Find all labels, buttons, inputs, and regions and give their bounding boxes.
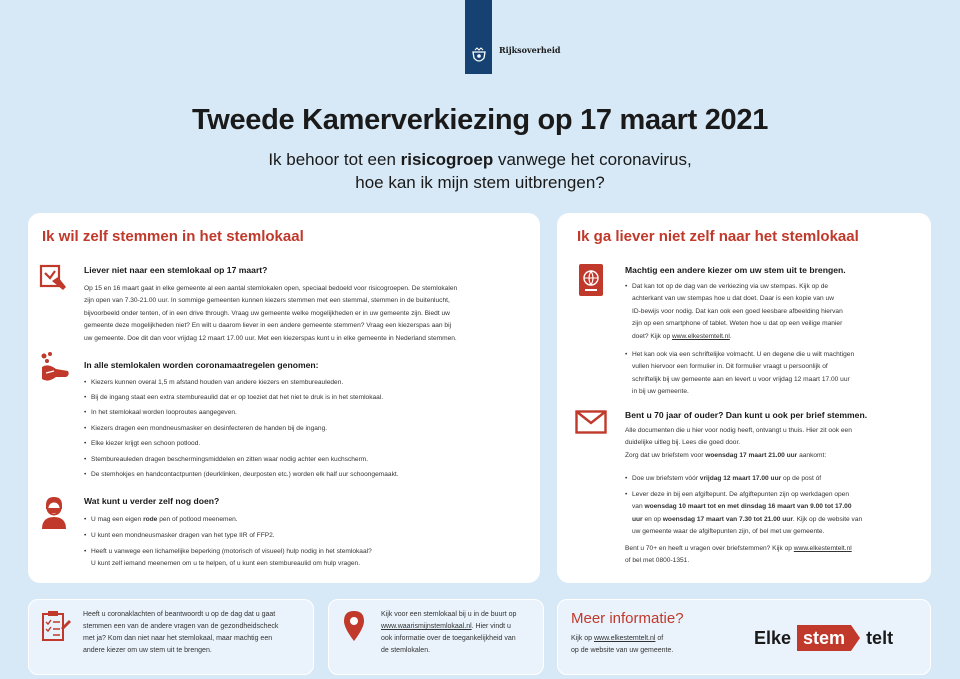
org-name: Rijksoverheid (499, 45, 561, 55)
elkestemtelt-link[interactable]: www.elkestemtelt.nl (593, 635, 656, 642)
s1-body: Op 15 en 16 maart gaat in elke gemeente al een aantal stemlokalen open, speciaal bedoeld voor risicogroepen. De stemlokalen zijn open van 7.30-21.00 uur. In sommige gemeenten kunnen kiezers stemmen met een stemmal, stemmen in de buitenlucht, bijvoorbeeld onder tenten, of in een drive through. Vraag uw gemeente welke mogelijkheden er in uw gemeente zijn. Biedt uw gemeente deze mogelijkheden niet? En wilt u daarom liever in een andere gemeente stemmen? Vraag een kiezerspas aan bij uw gemeente. Doe dit dan voor vrijdag 12 maart 17.00 uur. Met een kiezerspas kunt u in elke gemeente in Nederland stemmen. (84, 285, 458, 342)
list-item: • Stembureauleden dragen beschermingsmiddelen en zitten waar nodig achter een kuchscherm. (91, 454, 368, 466)
location-pin-icon (343, 610, 365, 642)
rs2-body: Alle documenten die u hier voor nodig heeft, ontvangt u thuis. Hier zit ook een duidelijke uitleg bij. Lees die goed door. Zorg dat uw briefstem voor woensdag 17 maart 21.00 uur aankomt: (625, 427, 852, 459)
brand-word-telt: telt (866, 627, 894, 648)
left-card (28, 213, 540, 583)
health-text: Heeft u coronaklachten of beantwoordt u op de dag dat u gaat stemmen een van de andere vragen van de gezondheidscheck met ja? Kom dan niet naar het stemlokaal, maar machtig een andere kiezer om uw stem uit te brengen. (83, 611, 279, 654)
list-item: • Lever deze in bij een afgiftepunt. De afgiftepunten zijn op werkdagen open van woensdag 10 maart tot en met dinsdag 16 maart van 9.00 tot 17.00 uur en op woensdag 17 maart van 7.30 tot 21.00 uur. Kijk op de website van uw gemeente waar de afgiftepunten zijn, of bel met uw gemeente. (632, 489, 924, 539)
left-card-heading: Ik wil zelf stemmen in het stemlokaal (42, 228, 304, 245)
right-card (557, 213, 931, 583)
bottom-card-info (557, 599, 931, 675)
passport-icon (577, 263, 605, 297)
s1-title: Liever niet naar een stemlokaal op 17 maart? (84, 265, 268, 275)
list-item: • Het kan ook via een schriftelijke volmacht. U en degene die u wilt machtigen vullen hiervoor een formulier in. Dit formulier vraagt u persoonlijk of schriftelijk bij uw gemeente aan en levert u voor vrijdag 12 maart 17.00 uur in bij uw gemeente. (632, 349, 922, 399)
ballot-hand-icon (38, 263, 68, 293)
s3-title: Wat kunt u verder zelf nog doen? (84, 496, 220, 506)
waarismijnstemlokaal-link[interactable]: www.waarismijnstemlokaal.nl (381, 623, 472, 630)
rs2-footer: Bent u 70+ en heeft u vragen over briefstemmen? Kijk op www.elkestemtelt.nl of bel met 0800-1351. (625, 545, 852, 565)
list-item: • U kunt een mondneusmasker dragen van het type IIR of FFP2. (91, 530, 275, 542)
more-info-text: Kijk op www.elkestemtelt.nl of op de website van uw gemeente. (571, 635, 674, 654)
more-info-title: Meer informatie? (571, 610, 684, 627)
rs1-title: Machtig een andere kiezer om uw stem uit te brengen. (625, 265, 846, 275)
person-mask-icon (40, 495, 68, 529)
list-item: • Doe uw briefstem vóór vrijdag 12 maart 17.00 uur op de post óf (632, 473, 924, 485)
coat-of-arms-icon (469, 46, 489, 66)
elke-stem-telt-logo (754, 625, 893, 651)
list-item: • In het stemlokaal worden looproutes aangegeven. (91, 407, 237, 419)
list-item: • Elke kiezer krijgt een schoon potlood. (91, 438, 200, 450)
right-card-heading: Ik ga liever niet zelf naar het stemlokaal (577, 228, 859, 245)
list-item: • Heeft u vanwege een lichamelijke beperking (motorisch of visueel) hulp nodig in het stemlokaal? U kunt zelf iemand meenemen om u te helpen, of u kunt een stembureaulid om hulp vragen. (91, 546, 372, 571)
brand-word-elke: Elke (754, 627, 792, 648)
bottom-card-health (28, 599, 314, 675)
checklist-icon (41, 610, 71, 644)
location-text: Kijk voor een stemlokaal bij u in de buurt op www.waarismijnstemlokaal.nl. Hier vindt u ook informatie over de toegankelijkheid van de stemlokalen. (381, 611, 517, 654)
list-item: • Kiezers kunnen overal 1,5 m afstand houden van andere kiezers en stembureauleden. (91, 377, 343, 389)
list-item: • Dat kan tot op de dag van de verkiezing via uw stempas. Kijk op de achterkant van uw stempas hoe u dat doet. Daar is een kopie van uw ID-bewijs voor nodig. Dat kan ook een goed leesbare afbeelding hiervan zijn op een smartphone of tablet. Weten hoe u dat op een veilige manier doet? Kijk op www.elkestemtelt.nl. (632, 281, 922, 343)
list-item: • Kiezers dragen een mondneusmasker en desinfecteren de handen bij de ingang. (91, 423, 327, 435)
page-subtitle: Ik behoor tot een risicogroep vanwege het coronavirus, hoe kan ik mijn stem uitbrengen? (268, 150, 692, 192)
page-title: Tweede Kamerverkiezing op 17 maart 2021 (191, 104, 769, 136)
elkestemtelt-link[interactable]: www.elkestemtelt.nl (793, 545, 852, 552)
brand-word-stem: stem (797, 625, 851, 651)
list-item: • De stemhokjes en handcontactpunten (deurklinken, deurposten etc.) worden elk half uur schoongemaakt. (91, 469, 399, 481)
list-item: • U mag een eigen rode pen of potlood meenemen. (91, 514, 238, 526)
logo-bar (465, 0, 492, 74)
bottom-card-location (328, 599, 544, 675)
s2-title: In alle stemlokalen worden coronamaatregelen genomen: (84, 360, 319, 370)
rs2-title: Bent u 70 jaar of ouder? Dan kunt u ook per brief stemmen. (625, 410, 868, 420)
hand-wash-icon (38, 351, 72, 387)
list-item: • Bij de ingang staat een extra stembureaulid dat er op toeziet dat het niet te druk is in het stemlokaal. (91, 392, 383, 404)
brand-arrow-icon (851, 625, 860, 651)
elkestemtelt-link[interactable]: www.elkestemtelt.nl (671, 332, 730, 340)
envelope-icon (575, 410, 607, 434)
